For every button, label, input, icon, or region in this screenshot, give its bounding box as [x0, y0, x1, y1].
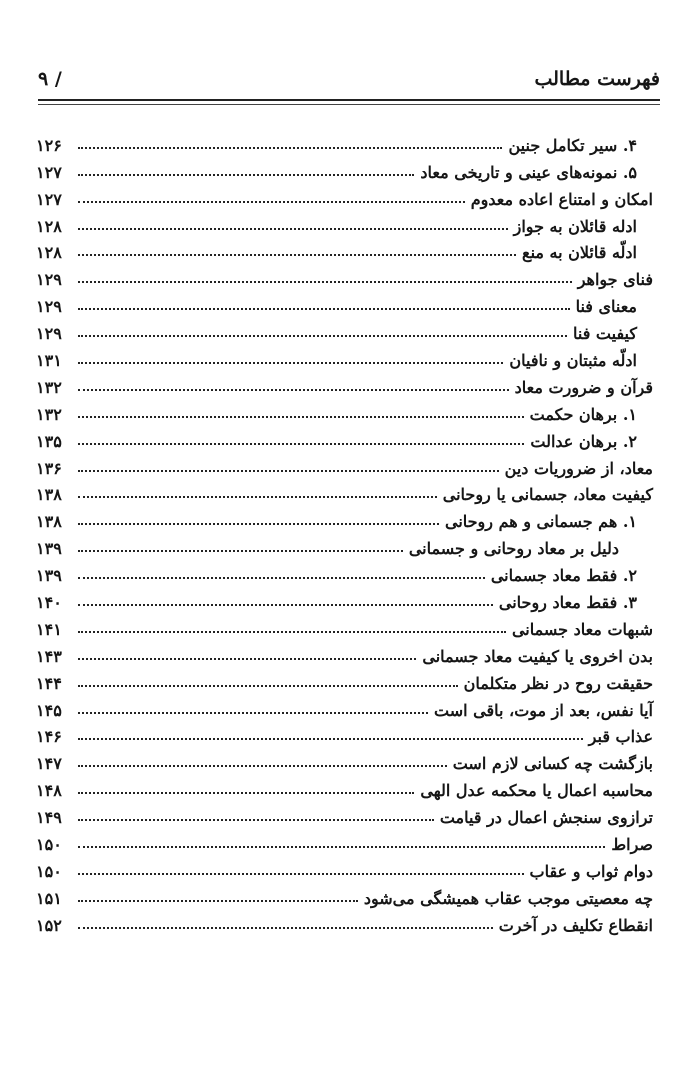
toc-entry-title: بازگشت چه کسانی لازم است: [452, 754, 653, 774]
toc-entry-page: ۱۴۱: [36, 619, 62, 639]
toc-entry-page: ۱۳۹: [36, 539, 62, 559]
toc-entry-title: چه معصیتی موجب عقاب همیشگی می‌شود: [363, 888, 653, 908]
toc-entry-title: دلیل بر معاد روحانی و جسمانی: [408, 539, 619, 559]
toc-entry-page: ۱۴۴: [36, 673, 62, 693]
toc-entry-title: قرآن و ضرورت معاد: [514, 377, 653, 397]
dot-leader: [78, 819, 434, 821]
toc-entry-title: ادلّه مثبتان و نافیان: [509, 351, 637, 371]
toc-entry: [36, 289, 653, 316]
toc-entry: [36, 182, 653, 209]
toc-entry: [36, 881, 653, 908]
toc-entry-title: صراط: [611, 835, 653, 855]
dot-leader: [78, 362, 503, 364]
dot-leader: [78, 470, 499, 472]
dot-leader: [78, 174, 414, 176]
toc-entry: [36, 639, 653, 666]
toc-entry-title: کیفیت فنا: [573, 324, 637, 344]
toc-entry-page: ۱۳۸: [36, 512, 62, 532]
toc-entry: [36, 666, 653, 693]
toc-entry-title: ۱. برهان حکمت: [529, 404, 637, 424]
toc-entry: [36, 236, 653, 263]
header-rule-thin: [38, 104, 660, 105]
toc-entry: [36, 504, 653, 531]
header-title: فهرست مطالب: [534, 68, 660, 90]
toc-entry: [36, 370, 653, 397]
toc-entry-page: ۱۲۸: [36, 243, 62, 263]
dot-leader: [78, 846, 605, 848]
toc-entry: [36, 558, 653, 585]
toc-entry: [36, 451, 653, 478]
toc-entry-title: محاسبه اعمال یا محکمه عدل الهی: [420, 781, 653, 801]
toc-entry-title: آیا نفس، بعد از موت، باقی است: [434, 700, 653, 720]
toc-entry-page: ۱۵۱: [36, 888, 62, 908]
toc-entry-title: معنای فنا: [575, 297, 637, 317]
toc-entry-page: ۱۴۳: [36, 646, 62, 666]
dot-leader: [78, 443, 524, 445]
toc-entry: [36, 585, 653, 612]
toc-entry-title: بدن اخروی یا کیفیت معاد جسمانی: [422, 646, 653, 666]
toc-entry: [36, 128, 653, 155]
toc-entry-page: ۱۲۹: [36, 297, 62, 317]
dot-leader: [78, 523, 439, 525]
toc-entry-page: ۱۲۷: [36, 189, 62, 209]
dot-leader: [78, 550, 403, 552]
toc-entry-page: ۱۳۹: [36, 566, 62, 586]
toc-entry-title: ترازوی سنجش اعمال در قیامت: [439, 808, 653, 828]
toc-entry-page: ۱۴۷: [36, 754, 62, 774]
running-header: [38, 62, 660, 92]
dot-leader: [78, 147, 502, 149]
toc-entry-title: ادلّه قائلان به منع: [522, 243, 637, 263]
toc-entry-title: ۵. نمونه‌های عینی و تاریخی معاد: [420, 162, 637, 182]
toc-entry: [36, 720, 653, 747]
toc-entry-title: معاد، از ضروریات دین: [504, 458, 653, 478]
toc-entry-page: ۱۳۸: [36, 485, 62, 505]
toc-entry: [36, 262, 653, 289]
dot-leader: [78, 738, 583, 740]
dot-leader: [78, 604, 493, 606]
toc-entry-title: عذاب قبر: [588, 727, 653, 747]
toc-entry-title: ۲. فقط معاد جسمانی: [490, 566, 637, 586]
toc-entry-page: ۱۴۵: [36, 700, 62, 720]
toc-entry-page: ۱۳۲: [36, 377, 62, 397]
dot-leader: [78, 765, 447, 767]
dot-leader: [78, 873, 524, 875]
toc-entry: [36, 343, 653, 370]
toc-entry: [36, 531, 653, 558]
dot-leader: [78, 792, 414, 794]
toc-entry: [36, 209, 653, 236]
dot-leader: [78, 308, 570, 310]
dot-leader: [78, 900, 358, 902]
toc-entry-page: ۱۳۶: [36, 458, 62, 478]
toc-entry-title: کیفیت معاد، جسمانی یا روحانی: [442, 485, 653, 505]
toc-entry: [36, 316, 653, 343]
dot-leader: [78, 335, 567, 337]
toc-entry-page: ۱۲۹: [36, 270, 62, 290]
toc-entry-page: ۱۲۸: [36, 216, 62, 236]
toc-entry-page: ۱۵۰: [36, 835, 62, 855]
dot-leader: [78, 631, 506, 633]
dot-leader: [78, 658, 416, 660]
toc-entry: [36, 397, 653, 424]
toc-entry-page: ۱۴۰: [36, 593, 62, 613]
toc-entry-page: ۱۵۰: [36, 861, 62, 881]
toc-entry-title: ادله قائلان به جواز: [513, 216, 637, 236]
toc-entry-title: دوام ثواب و عقاب: [529, 861, 653, 881]
toc-entry-page: ۱۴۶: [36, 727, 62, 747]
dot-leader: [78, 281, 572, 283]
dot-leader: [78, 201, 465, 203]
dot-leader: [78, 416, 524, 418]
dot-leader: [78, 927, 493, 929]
toc-entry: [36, 478, 653, 505]
dot-leader: [78, 389, 509, 391]
dot-leader: [78, 496, 437, 498]
toc-entry-page: ۱۴۸: [36, 781, 62, 801]
toc-entry-title: شبهات معاد جسمانی: [511, 619, 653, 639]
toc-entry-page: ۱۵۲: [36, 915, 62, 935]
toc-entry: [36, 612, 653, 639]
header-rule-thick: [38, 99, 660, 101]
toc-entry-page: ۱۲۹: [36, 324, 62, 344]
toc-entry-title: حقیقت روح در نظر متکلمان: [463, 673, 653, 693]
toc-entry-page: ۱۳۵: [36, 431, 62, 451]
toc-entry-title: امکان و امتناع اعاده معدوم: [470, 189, 653, 209]
toc-entry: [36, 908, 653, 935]
table-of-contents: [36, 128, 653, 935]
toc-entry-title: ۳. فقط معاد روحانی: [498, 593, 637, 613]
dot-leader: [78, 712, 428, 714]
toc-entry-title: ۴. سیر تکامل جنین: [508, 135, 637, 155]
toc-entry-title: ۲. برهان عدالت: [530, 431, 637, 451]
dot-leader: [78, 228, 508, 230]
toc-entry: [36, 773, 653, 800]
toc-entry: [36, 424, 653, 451]
toc-entry-page: ۱۳۲: [36, 404, 62, 424]
toc-entry: [36, 155, 653, 182]
toc-entry-title: ۱. هم جسمانی و هم روحانی: [445, 512, 637, 532]
header-page-number: / ۹: [38, 68, 62, 90]
toc-entry-title: فنای جواهر: [577, 270, 653, 290]
toc-entry-page: ۱۲۶: [36, 135, 62, 155]
toc-entry-page: ۱۲۷: [36, 162, 62, 182]
toc-entry: [36, 800, 653, 827]
toc-entry: [36, 827, 653, 854]
toc-entry-page: ۱۴۹: [36, 808, 62, 828]
dot-leader: [78, 577, 485, 579]
toc-entry: [36, 693, 653, 720]
dot-leader: [78, 254, 516, 256]
toc-entry-page: ۱۳۱: [36, 351, 62, 371]
toc-entry: [36, 746, 653, 773]
dot-leader: [78, 685, 458, 687]
toc-entry-title: انقطاع تکلیف در آخرت: [498, 915, 653, 935]
toc-entry: [36, 854, 653, 881]
